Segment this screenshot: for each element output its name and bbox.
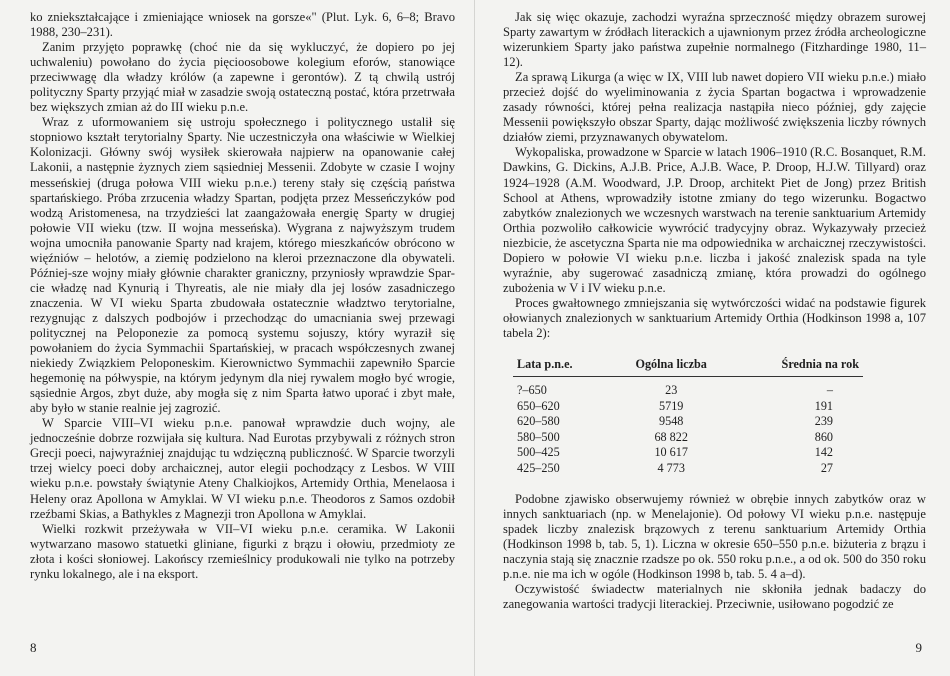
table-cell: 142 — [814, 445, 833, 460]
table-row — [513, 377, 863, 399]
paragraph: Wykopaliska, prowadzone w Sparcie w latach 1906–1910 (R.C. Bosanquet, R.M. Dawkins, G. Dickins, A.J.B. Price, A.J.B. Wace, P. Droop, H.J.W. Tillyard) oraz 1924–1928 (A.M. Woodward, J.P. Droop, architekt Piet de Jong) przez British School at Athens, wprowadziły istotne zmiany do tego wizerunku. Bogactwo zabytków znalezionych we wczesnych warstwach na terenie sanktuarium Artemidy Orthia pozwoliło całkowicie wywrócić tradycyjny obraz. Wykazywały przecież niezbicie, że ascetyczna Sparta nie ma odpowiednika w archaicznej rzeczywistości. Dopiero w połowie VI wieku p.n.e. liczba i jakość znalezisk spada na tyle wyraźnie, aby sugerować zasadniczą zmianę, która prowadzi do ogólnego zubożenia w V i IV wieku p.n.e. — [503, 145, 926, 295]
table-cell: 68 822 — [654, 429, 688, 444]
paragraph: Proces gwałtownego zmniejszania się wytwórczości widać na podstawie figurek ołowianych znalezionych w sanktuarium Artemidy Orthia (Hodkinson 1998 a, 107 tabela 2): — [503, 295, 926, 340]
paragraph: Jak się więc okazuje, zachodzi wyraźna sprzeczność między obrazem surowej Sparty zawartym w źródłach literackich a ujawnionym przez źródła archeologiczne wizerunkiem Sparty jako państwa zupełnie normalnego (Fitzhardinge 1980, 11–12). — [503, 10, 926, 70]
table-cell: 9548 — [659, 414, 684, 429]
table-cell: 10 617 — [654, 445, 688, 460]
page-number: 9 — [915, 640, 922, 655]
table-cell: 425–250 — [517, 460, 560, 475]
table-header-row — [513, 355, 863, 377]
table-cell: 5719 — [659, 398, 684, 413]
paragraph: W Sparcie VIII–VI wieku p.n.e. panował wprawdzie duch wojny, ale jednocześnie dobrze rozwijała się kultura. Nad Eurotas przybywali z różnych stron Grecji poeci, najwyraźniej znajdując tu wdzięczną publiczność. W Sparcie tworzyli trzej wielcy poeci doby archaicznej, autor elegii pochodzący z Lesbos. W VIII wieku p.n.e. powstały świątynie Ateny Chalkiojkos, Artemidy Orthia, Menelaosa i Heleny oraz Apollona w Amyklai. W VI wieku p.n.e. Theodoros z Samos ozdobił rzeźbami Skias, a Bathykles z Magnezji tron Apollona w Amyklai. — [30, 416, 455, 521]
column-header-average: Średnia na rok — [732, 355, 863, 377]
table-cell: 580–500 — [517, 429, 560, 444]
table-row — [513, 414, 863, 430]
table-cell: 27 — [820, 460, 833, 475]
table-cell: 860 — [814, 429, 833, 444]
table-cell: 239 — [814, 414, 833, 429]
column-header-years: Lata p.n.e. — [513, 355, 610, 377]
paragraph: Zanim przyjęto poprawkę (choć nie da się wykluczyć, że dopiero po jej uchwaleniu) powołano do życia pięcioosobowe kolegium eforów, stanowiące przeciwwagę dla władzy królów (a zapewne i gerontów). Z tą chwilą ustrój polityczny Sparty przyjąć miał w zasadzie swoją ostateczną postać, która przetrwała bez większych zmian aż do III wieku p.n.e. — [30, 40, 455, 115]
table-cell: – — [826, 383, 833, 398]
table-row — [513, 445, 863, 461]
table-cell: ?–650 — [517, 383, 547, 398]
paragraph: Wielki rozkwit przeżywała w VII–VI wieku p.n.e. ceramika. W Lakonii wytwarzano masowo statuetki gliniane, figurki z brązu i ołowiu, przedmioty ze złota i kości słoniowej. Lakońscy rzemieślnicy produkowali nie tylko na potrzeby rynku lokalnego, ale i na eksport. — [30, 521, 455, 581]
table-cell: 620–580 — [517, 414, 560, 429]
paragraph: Oczywistość świadectw materialnych nie skłoniła jednak badaczy do zanegowania wartości tradycji literackiej. Przeciwnie, usiłowano pogodzić ze — [503, 582, 926, 612]
paragraph: Podobne zjawisko obserwujemy również w obrębie innych zabytków oraz w innych sanktuariach (np. w Menelajonie). Od połowy VI wieku p.n.e. następuje spadek liczby znalezisk brązowych z terenu sanktuarium Artemidy Orthia (Hodkinson 1998 b, tab. 5, 1). Liczna w okresie 650–550 p.n.e. biżuteria z brązu i naczynia stają się znacznie rzadsze po ok. 550 roku p.n.e., a od ok. 500 do 350 roku p.n.e. nie ma ich w ogóle (Hodkinson 1998 b, tab. 5. 4 a–d). — [503, 492, 926, 582]
paragraph: Za sprawą Likurga (a więc w IX, VIII lub nawet dopiero VII wieku p.n.e.) miało przecież dojść do wyeliminowania z życia Spartan bogactwa i wprowadzenie zasady równości, której pełna realizacja nastąpiła nieco później, gdy zajęcie Messenii powiększyło obszar Sparty, dając możliwość zwiększenia liczby równych działów ziemi, przyznawanych obywatelom. — [503, 70, 926, 145]
paragraph: ko zniekształcające i zmieniające wniosek na gorsze«" (Plut. Lyk. 6, 6–8; Bravo 1988, 230–231). — [30, 10, 455, 40]
page-number: 8 — [30, 640, 37, 655]
table-cell: 23 — [665, 383, 678, 398]
table-row — [513, 399, 863, 415]
table-cell: 650–620 — [517, 398, 560, 413]
figurine-table-wrap — [503, 355, 926, 476]
table-cell: 500–425 — [517, 445, 560, 460]
table-cell: 191 — [814, 398, 833, 413]
table-row — [513, 461, 863, 477]
table-cell: 4 773 — [657, 460, 685, 475]
figurine-table — [513, 355, 863, 476]
table-row — [513, 430, 863, 446]
right-page — [475, 0, 950, 676]
paragraph: Wraz z uformowaniem się ustroju społecznego i politycznego ustalił się stopniowo kształt terytorialny Sparty. Nie uczestniczyła ona właściwie w Wielkiej Kolonizacji. Główny swój wysiłek skierowała najpierw na opanowanie całej Lakonii, a następnie żyznych ziem sąsiedniej Messenii. Zdobyte w czasie I wojny messeńskiej (druga połowa VIII wieku p.n.e.) tereny stały się częścią państwa spartańskiego. Próba zrzucenia władzy Spartan, podjęta przez Messeńczyków pod wodzą Aristomenesa, na trzydzieści lat zaangażowała energię Sparty w drugiej połowie VII wieku (tzw. II wojna messeńska). Wygrana z najwyższym trudem wojna umocniła panowanie Sparty nad krajem, którego mieszkańców obrócono w więźniów – helotów, a ziemię podzielono na kleroi przeznaczone dla obywateli. Później-sze wojny miały głównie charakter graniczny, przyniosły wprawdzie Spar-cie władzę nad Kynurią i Thyreatis, ale nie miały dla jej losów zasadniczego znaczenia. W VI wieku Sparta zbudowała ostatecznie władztwo terytorialne, rezygnując z dalszych podbojów i przechodząc do umacniania swej przewagi politycznej na Peloponezie za pomocą systemu sojuszy, który wyraził się powołaniem do życia Symmachii Spartańskiej, w pracach współczesnych zwanej niekiedy Związkiem Peloponeskim. Kierownictwo Symmachii zapewniło Sparcie hegemonię na półwyspie, na którym jedynym dla niej rywalem mogło być wrogie, sąsiednie Argos, zbyt duże, aby mogła się z nim Sparta łatwo uporać i zbyt małe, aby było w stanie realnie jej zagrozić. — [30, 115, 455, 416]
column-header-total: Ogólna liczba — [610, 355, 732, 377]
